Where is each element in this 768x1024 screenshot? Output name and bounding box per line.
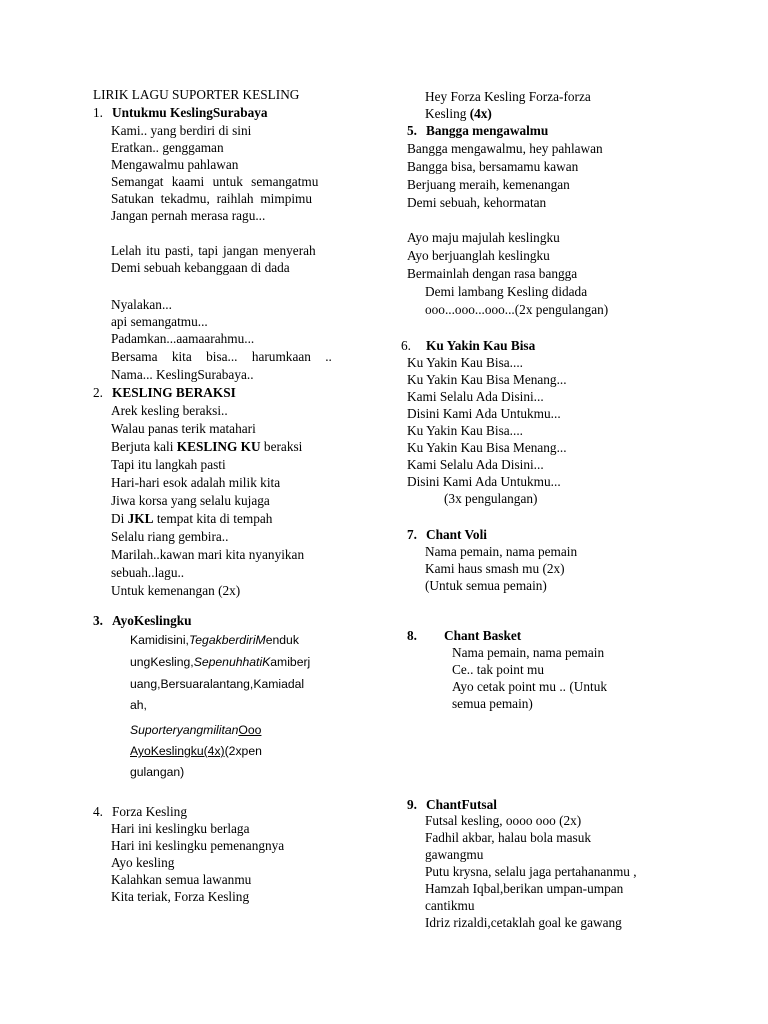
section-2-title: KESLING BERAKSI xyxy=(112,385,236,400)
section-6-title: Ku Yakin Kau Bisa xyxy=(426,338,536,353)
lyric-line: Hari ini keslingku berlaga xyxy=(111,821,250,836)
lyric-line: Kami Selalu Ada Disini... xyxy=(407,389,544,404)
lyric-line: Eratkan.. genggaman xyxy=(111,140,224,155)
lyric-line: Lelah itu pasti, tapi jangan menyerah xyxy=(111,243,316,258)
section-7-number: 7. xyxy=(407,527,417,542)
lyric-line: (3x pengulangan) xyxy=(444,491,538,506)
section-3-number: 3. xyxy=(93,613,103,628)
lyric-line: api semangatmu... xyxy=(111,314,208,329)
section-2-number: 2. xyxy=(93,385,103,400)
lyric-line: Jiwa korsa yang selalu kujaga xyxy=(111,493,270,508)
section-6-number: 6. xyxy=(401,338,411,353)
lyric-line: Berjuta kali KESLING KU beraksi xyxy=(111,439,303,454)
lyric-line: Nama pemain, nama pemain xyxy=(452,645,605,660)
lyric-line: Jangan pernah merasa ragu... xyxy=(111,208,266,223)
lyric-line: Hey Forza Kesling Forza-forza xyxy=(425,89,591,104)
lyric-line: SuporteryangmilitanOoo xyxy=(130,723,262,737)
lyric-line: Demi sebuah kebanggaan di dada xyxy=(111,260,290,275)
lyric-line: ungKesling,SepenuhhatiKamiberj xyxy=(130,655,311,669)
lyric-line: gulangan) xyxy=(130,765,185,779)
lyric-line-justified xyxy=(111,173,353,191)
lyric-line: Mengawalmu pahlawan xyxy=(111,157,239,172)
lyric-line: Futsal kesling, oooo ooo (2x) xyxy=(425,813,582,828)
section-1-title: Untukmu KeslingSurabaya xyxy=(112,105,268,120)
lyric-line: Ayo maju majulah keslingku xyxy=(407,230,560,245)
lyric-line: Nyalakan... xyxy=(111,297,172,312)
lyric-line: Ku Yakin Kau Bisa.... xyxy=(407,423,523,438)
lyric-line: gawangmu xyxy=(425,847,484,862)
section-3-title: AyoKeslingku xyxy=(112,613,192,628)
lyric-line: Ku Yakin Kau Bisa Menang... xyxy=(407,372,567,387)
lyric-line: Kami haus smash mu (2x) xyxy=(425,561,565,576)
lyric-line: Kami Selalu Ada Disini... xyxy=(407,457,544,472)
lyric-line: Berjuang meraih, kemenangan xyxy=(407,177,570,192)
lyric-line: Ku Yakin Kau Bisa.... xyxy=(407,355,523,370)
lyric-line: Ce.. tak point mu xyxy=(452,662,544,677)
lyric-line: Disini Kami Ada Untukmu... xyxy=(407,406,561,421)
lyric-line: Marilah..kawan mari kita nyanyikan xyxy=(111,547,305,562)
lyric-line: Padamkan...aamaarahmu... xyxy=(111,331,255,346)
lyric-line: Kalahkan semua lawanmu xyxy=(111,872,252,887)
lyric-line: semua pemain) xyxy=(452,696,533,711)
section-8-title: Chant Basket xyxy=(444,628,522,643)
lyric-line: Kesling (4x) xyxy=(425,106,492,121)
lyric-line: Bangga mengawalmu, hey pahlawan xyxy=(407,141,603,156)
lyric-line: Disini Kami Ada Untukmu... xyxy=(407,474,561,489)
lyric-line: Idriz rizaldi,cetaklah goal ke gawang xyxy=(425,915,622,930)
lyric-line: Kita teriak, Forza Kesling xyxy=(111,889,250,904)
section-5-title: Bangga mengawalmu xyxy=(426,123,549,138)
lyric-line: Nama... KeslingSurabaya.. xyxy=(111,367,254,382)
lyric-line: Arek kesling beraksi.. xyxy=(111,403,228,418)
document-title: LIRIK LAGU SUPORTER KESLING xyxy=(93,87,300,102)
lyric-line: Tapi itu langkah pasti xyxy=(111,457,226,472)
lyric-line: Untuk kemenangan (2x) xyxy=(111,583,241,598)
lyric-line: Walau panas terik matahari xyxy=(111,421,256,436)
lyric-line: Nama pemain, nama pemain xyxy=(425,544,578,559)
lyric-line: Di JKL tempat kita di tempah xyxy=(111,511,273,526)
lyric-line: Hari-hari esok adalah milik kita xyxy=(111,475,281,490)
lyric-line: Bersama kita bisa... harumkaan .. xyxy=(111,349,332,364)
section-1-number: 1. xyxy=(93,105,103,120)
lyric-line: Kami.. yang berdiri di sini xyxy=(111,123,252,138)
lyric-line: Ayo berjuanglah keslingku xyxy=(407,248,550,263)
lyric-line: AyoKeslingku(4x)(2xpen xyxy=(130,744,262,758)
lyric-line: uang,Bersuaralantang,Kamiadal xyxy=(130,677,305,691)
lyric-line: Demi lambang Kesling didada xyxy=(425,284,588,299)
lyric-line: Bangga bisa, bersamamu kawan xyxy=(407,159,579,174)
lyric-line: Putu krysna, selalu jaga pertahananmu , xyxy=(425,864,637,879)
lyric-line: cantikmu xyxy=(425,898,475,913)
lyric-line: ah, xyxy=(130,698,147,712)
lyric-line: Semangat kaami untuk semangatmu xyxy=(111,174,319,189)
lyric-line: Bermainlah dengan rasa bangga xyxy=(407,266,578,281)
section-4-number: 4. xyxy=(93,804,103,819)
lyric-line: Ayo kesling xyxy=(111,855,175,870)
lyric-line: sebuah..lagu.. xyxy=(111,565,185,580)
section-9-title: ChantFutsal xyxy=(426,797,497,812)
lyric-line: Satukan tekadmu, raihlah mimpimu xyxy=(111,191,313,206)
section-4-title: Forza Kesling xyxy=(112,804,187,819)
lyric-line: ooo...ooo...ooo...(2x pengulangan) xyxy=(425,302,609,317)
lyric-line: (Untuk semua pemain) xyxy=(425,578,547,593)
lyric-line: Hari ini keslingku pemenangnya xyxy=(111,838,285,853)
lyric-line: Demi sebuah, kehormatan xyxy=(407,195,547,210)
lyric-line: Fadhil akbar, halau bola masuk xyxy=(425,830,592,845)
lyric-line: Hamzah Iqbal,berikan umpan-umpan xyxy=(425,881,624,896)
lyric-line: Selalu riang gembira.. xyxy=(111,529,229,544)
lyric-line: Ku Yakin Kau Bisa Menang... xyxy=(407,440,567,455)
lyric-line: Ayo cetak point mu .. (Untuk xyxy=(452,679,607,694)
lyric-line: Kamidisini,TegakberdiriMenduk xyxy=(130,633,299,647)
section-7-title: Chant Voli xyxy=(426,527,487,542)
section-8-number: 8. xyxy=(407,628,417,643)
section-5-number: 5. xyxy=(407,123,417,138)
section-9-number: 9. xyxy=(407,797,417,812)
